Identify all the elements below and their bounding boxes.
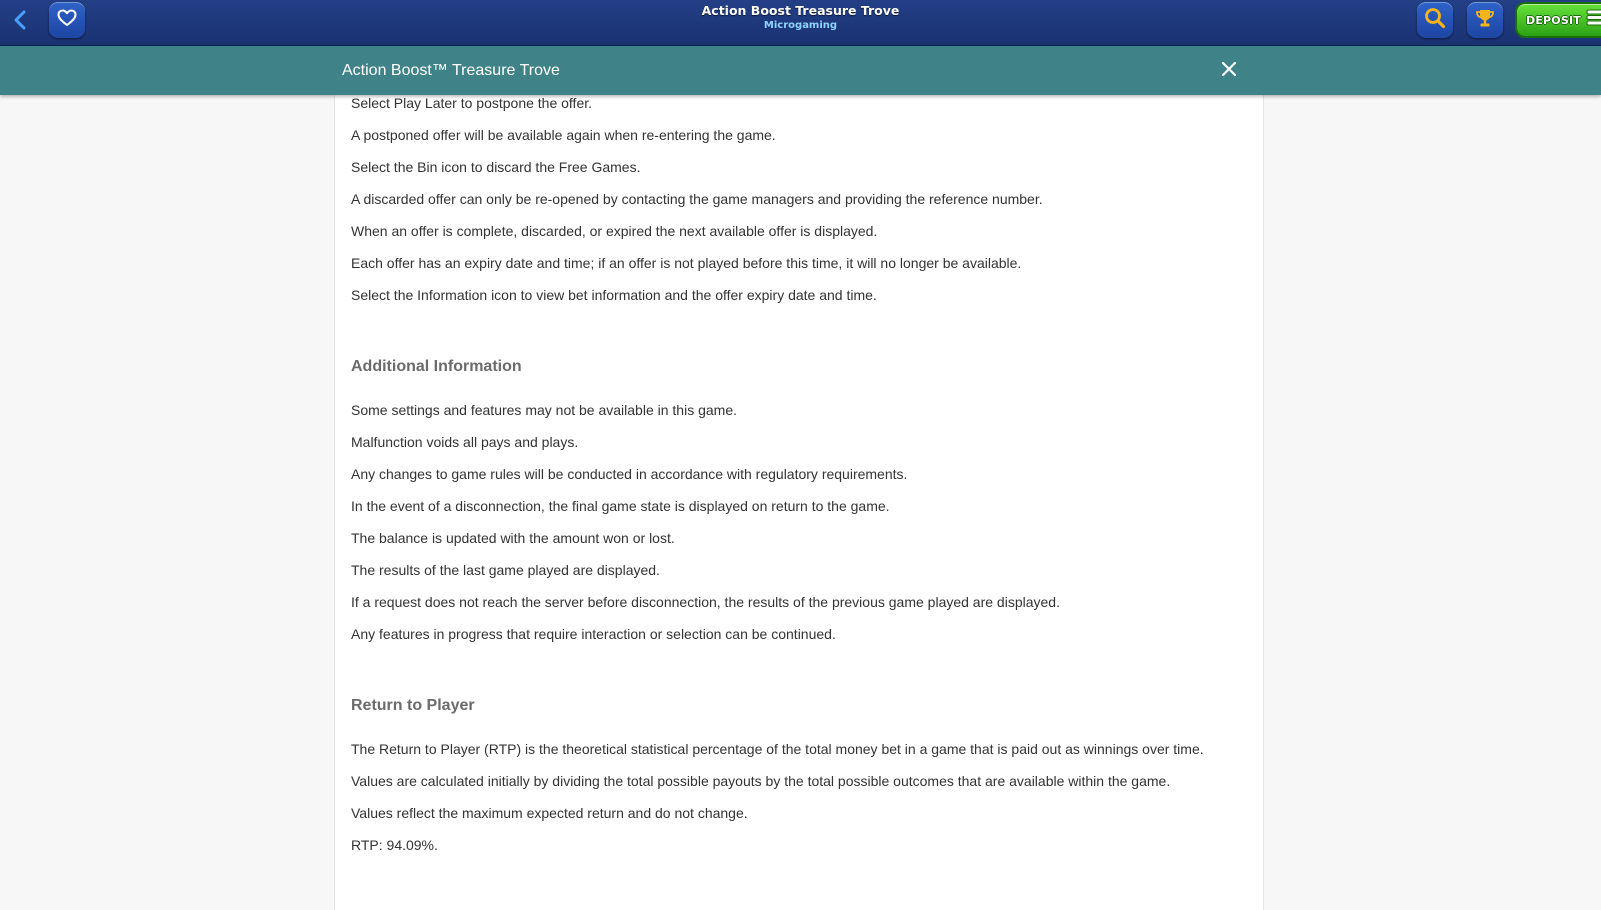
heart-icon [57,9,77,32]
help-line: Values reflect the maximum expected return and do not change. [351,805,748,821]
back-button[interactable] [8,6,32,38]
deposit-button[interactable] [1515,2,1601,38]
help-line: The results of the last game played are displayed. [351,562,660,578]
help-line: Any changes to game rules will be conducted in accordance with regulatory requirements. [351,466,908,482]
modal-header [0,46,1601,95]
help-line: A postponed offer will be available again when re-entering the game. [351,127,776,143]
help-line: Select the Information icon to view bet information and the offer expiry date and time. [351,287,877,303]
help-line: Each offer has an expiry date and time; if an offer is not played before this time, it will no longer be available. [351,255,1022,271]
help-content [351,95,1251,867]
help-line: Select Play Later to postpone the offer. [351,95,593,111]
game-title: Action Boost Treasure Trove [701,3,900,18]
game-provider: Microgaming [763,20,838,31]
search-button[interactable] [1417,2,1453,38]
close-icon [1220,60,1238,83]
search-icon [1424,7,1446,34]
help-line: Select the Bin icon to discard the Free Games. [351,159,641,175]
section-spacer [351,317,1251,357]
help-line: The balance is updated with the amount won or lost. [351,530,675,546]
trophy-icon [1474,7,1496,34]
section-heading-additional-information: Additional Information [351,358,522,375]
help-line: The Return to Player (RTP) is the theoretical statistical percentage of the total money bet in a game that is paid out as winnings over time. [351,741,1204,757]
deposit-label: DEPOSIT [1526,13,1581,27]
game-title-block [0,2,1601,33]
promotions-button[interactable] [1467,2,1503,38]
section-heading-return-to-player: Return to Player [351,697,475,714]
top-bar [0,0,1601,46]
heading-spacer [351,716,1251,739]
help-line: Some settings and features may not be available in this game. [351,402,737,418]
cash-stack-icon [1584,7,1601,34]
favorite-button[interactable] [49,2,85,38]
help-content-panel[interactable] [334,95,1264,910]
help-line: If a request does not reach the server before disconnection, the results of the previous game played are displayed. [351,594,1060,610]
modal-title: Action Boost™ Treasure Trove [342,62,560,79]
help-line: A discarded offer can only be re-opened by contacting the game managers and providing the reference number. [351,191,1043,207]
help-line: When an offer is complete, discarded, or expired the next available offer is displayed. [351,223,878,239]
rtp-value: RTP: 94.09%. [351,837,438,853]
help-line: Malfunction voids all pays and plays. [351,434,579,450]
help-line: Values are calculated initially by dividing the total possible payouts by the total possible outcomes that are available within the game. [351,773,1171,789]
heading-spacer [351,377,1251,400]
close-button[interactable] [1218,60,1240,82]
chevron-left-icon [13,10,27,35]
help-line: In the event of a disconnection, the final game state is displayed on return to the game. [351,498,890,514]
section-spacer [351,656,1251,696]
help-line: Any features in progress that require interaction or selection can be continued. [351,626,836,642]
